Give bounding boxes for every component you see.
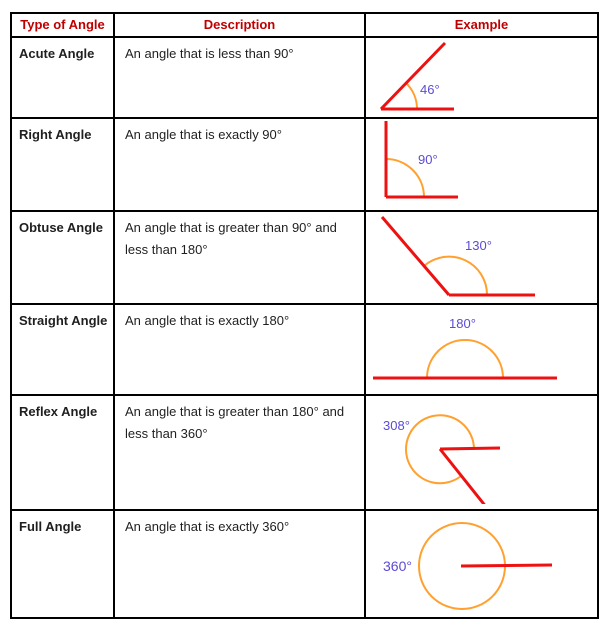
angle-ray-horizontal — [461, 565, 552, 566]
acute-angle-diagram — [366, 38, 595, 112]
table-row-right — [11, 118, 598, 211]
example-obtuse — [365, 211, 598, 304]
example-straight — [365, 304, 598, 395]
obtuse-angle-diagram — [366, 212, 595, 298]
type-label-obtuse: Obtuse Angle — [11, 211, 114, 304]
description-reflex: An angle that is greater than 180° and less than 360° — [114, 395, 365, 510]
table-row-straight — [11, 304, 598, 395]
table-row-reflex — [11, 395, 598, 510]
description-acute: An angle that is less than 90° — [114, 37, 365, 118]
angle-label: 308° — [383, 418, 410, 433]
table-row-obtuse — [11, 211, 598, 304]
description-right: An angle that is exactly 90° — [114, 118, 365, 211]
type-label-straight: Straight Angle — [11, 304, 114, 395]
header-description: Description — [114, 13, 365, 37]
example-full — [365, 510, 598, 618]
angle-ray-diagonal — [382, 217, 449, 295]
right-angle-diagram — [366, 119, 595, 205]
header-type-of-angle: Type of Angle — [11, 13, 114, 37]
straight-angle-diagram — [366, 305, 595, 389]
type-label-full: Full Angle — [11, 510, 114, 618]
description-straight: An angle that is exactly 180° — [114, 304, 365, 395]
full-angle-diagram — [366, 511, 595, 612]
example-acute — [365, 37, 598, 118]
type-label-reflex: Reflex Angle — [11, 395, 114, 510]
example-reflex — [365, 395, 598, 510]
type-label-right: Right Angle — [11, 118, 114, 211]
header-example: Example — [365, 13, 598, 37]
type-label-acute: Acute Angle — [11, 37, 114, 118]
angle-label: 90° — [418, 152, 438, 167]
angle-label: 180° — [449, 316, 476, 331]
angle-label: 360° — [383, 558, 412, 574]
header-row — [11, 13, 598, 37]
angle-label: 130° — [465, 238, 492, 253]
angle-arc — [406, 83, 417, 109]
table-row-full — [11, 510, 598, 618]
reflex-angle-diagram — [366, 396, 595, 504]
angle-ray-diagonal — [381, 43, 445, 109]
angle-label: 46° — [420, 82, 440, 97]
example-right — [365, 118, 598, 211]
angle-ray-horizontal — [440, 448, 500, 449]
table-row-acute — [11, 37, 598, 118]
angle-types-table — [10, 12, 599, 619]
angle-arc — [427, 340, 503, 378]
description-obtuse: An angle that is greater than 90° and less than 180° — [114, 211, 365, 304]
angle-ray-diagonal — [440, 449, 487, 504]
description-full: An angle that is exactly 360° — [114, 510, 365, 618]
